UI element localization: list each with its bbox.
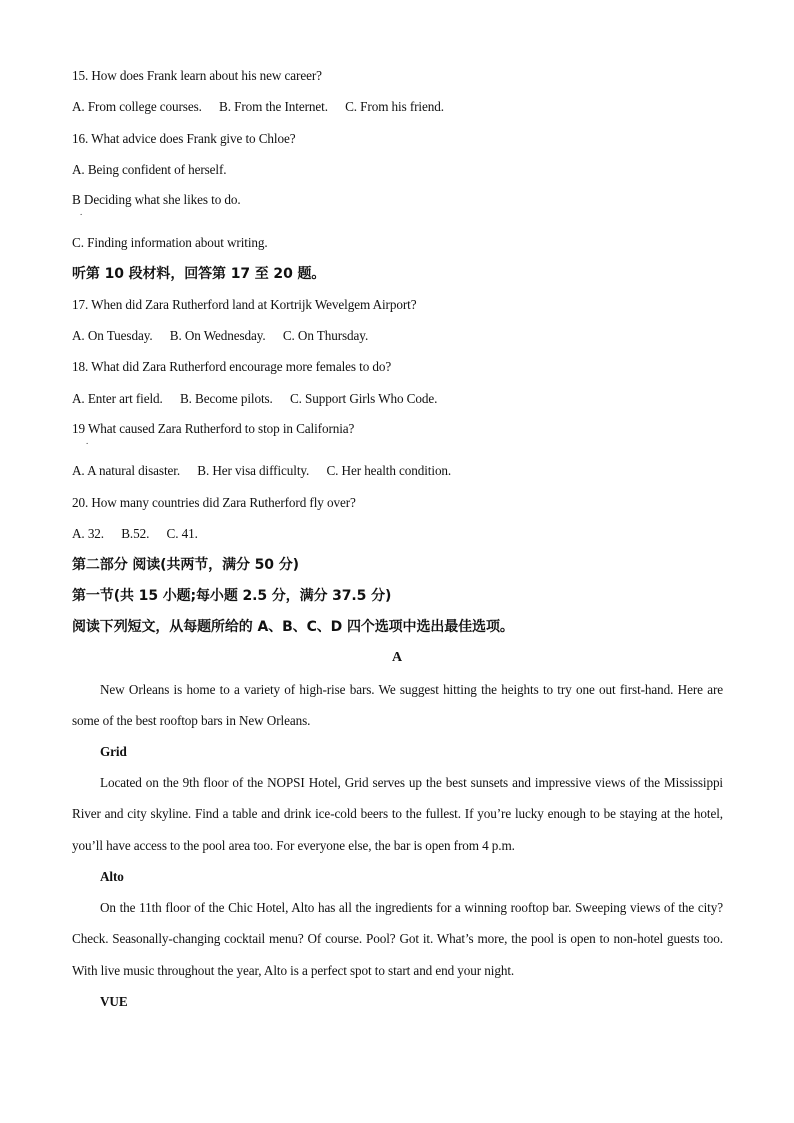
q15-option-c: C. From his friend. — [345, 99, 444, 114]
q17-option-c: C. On Thursday. — [282, 328, 369, 343]
question-17-stem: 17. When did Zara Rutherford land at Kortrijk Wevelgem Airport? — [72, 297, 417, 312]
q17-option-a: A. On Tuesday. — [72, 328, 153, 343]
question-17-options — [72, 328, 368, 344]
q20-option-c: C. 41. — [166, 526, 198, 541]
question-20-stem: 20. How many countries did Zara Rutherford fly over? — [72, 495, 356, 510]
question-20-options — [72, 526, 198, 542]
q20-option-b: B.52. — [121, 526, 150, 541]
q19-option-a: A. A natural disaster. — [72, 463, 181, 478]
q18-option-c: C. Support Girls Who Code. — [289, 391, 438, 406]
q16-option-a: A. Being confident of herself. — [72, 162, 227, 177]
q20-option-a: A. 32. — [72, 526, 105, 541]
question-15-options — [72, 99, 444, 115]
question-15-stem: 15. How does Frank learn about his new career? — [72, 68, 322, 83]
section-1-heading: 第一节(共 15 小题;每小题 2.5 分，满分 37.5 分) — [72, 588, 392, 604]
question-18-stem: 18. What did Zara Rutherford encourage more females to do? — [72, 359, 392, 374]
vue-heading: VUE — [100, 994, 128, 1009]
stray-dot-mark: . — [86, 436, 89, 446]
question-18-options — [72, 391, 437, 407]
passage-letter: A — [391, 650, 403, 665]
section-10-instruction: 听第 10 段材料，回答第 17 至 20 题。 — [72, 266, 326, 282]
q16-option-c: C. Finding information about writing. — [72, 235, 268, 250]
alto-paragraph: On the 11th floor of the Chic Hotel, Alto has all the ingredients for a winning rooftop bar. Sweeping views of the city? Check. Seasonally-changing cocktail menu? Of course. Pool? Got it. What’s more, the pool is open to non-hotel guests too. With live music throughout the year, Alto is a perfect spot to start and end your night. — [72, 900, 723, 978]
q19-option-b: B. Her visa difficulty. — [197, 463, 310, 478]
q18-option-b: B. Become pilots. — [179, 391, 273, 406]
reading-instruction: 阅读下列短文，从每题所给的 A、B、C、D 四个选项中选出最佳选项。 — [72, 619, 514, 635]
q17-option-b: B. On Wednesday. — [169, 328, 266, 343]
grid-paragraph: Located on the 9th floor of the NOPSI Hotel, Grid serves up the best sunsets and impressive views of the Mississippi River and city skyline. Find a table and drink ice-cold beers to the fullest. If you’re lucky enough to be staying at the hotel, you’ll have access to the pool area too. For everyone else, the bar is open from 4 p.m. — [72, 775, 723, 853]
passage-intro-paragraph: New Orleans is home to a variety of high-rise bars. We suggest hitting the heights to try one out first-hand. Here are some of the best rooftop bars in New Orleans. — [72, 682, 723, 729]
q19-option-c: C. Her health condition. — [326, 463, 452, 478]
question-16-stem: 16. What advice does Frank give to Chloe? — [72, 131, 296, 146]
part-2-heading: 第二部分 阅读(共两节，满分 50 分) — [72, 557, 299, 573]
q15-option-b: B. From the Internet. — [219, 99, 328, 114]
q18-option-a: A. Enter art field. — [72, 391, 163, 406]
q16-option-b: B Deciding what she likes to do. — [72, 192, 241, 207]
stray-dot-mark: . — [80, 207, 83, 217]
alto-heading: Alto — [100, 869, 124, 884]
question-19-options — [72, 463, 451, 479]
grid-heading: Grid — [100, 744, 127, 759]
q15-option-a: A. From college courses. — [72, 99, 202, 114]
question-19-stem: 19 What caused Zara Rutherford to stop in California? — [72, 421, 355, 436]
